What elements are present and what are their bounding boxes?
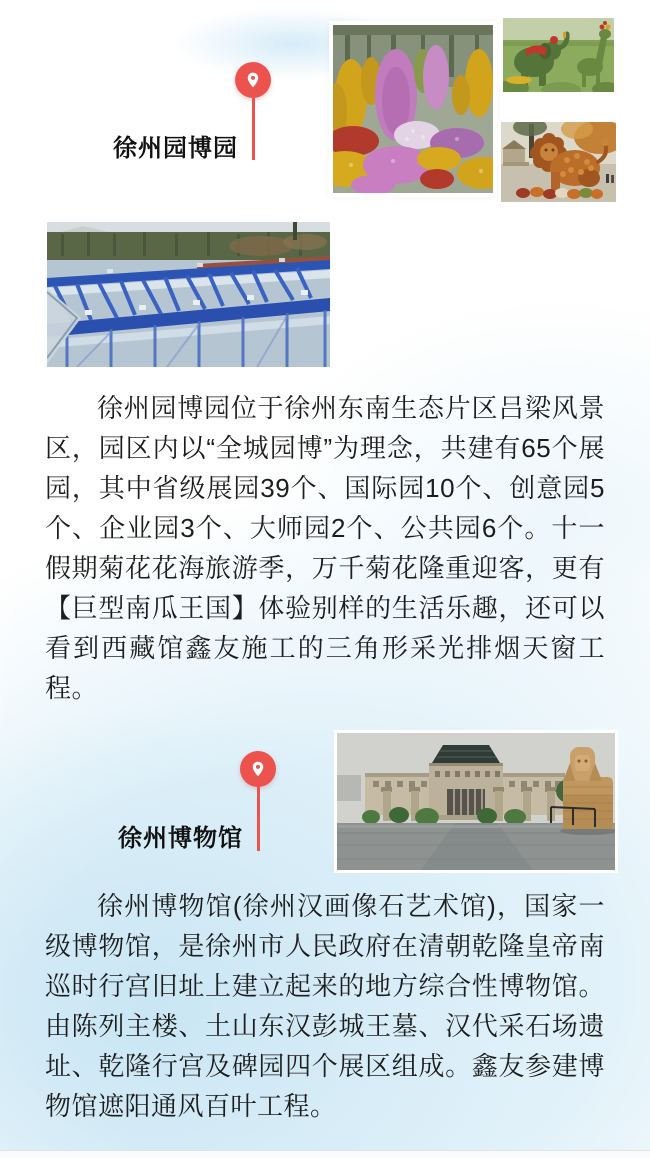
bottom-divider — [0, 1150, 650, 1158]
location-pin — [240, 751, 276, 851]
section-title-garden-expo: 徐州园博园 — [113, 135, 238, 162]
photo-topiary-animal-sculptures[interactable] — [500, 15, 617, 95]
paragraph-garden-expo: 徐州园博园位于徐州东南生态片区吕梁风景区，园区内以“全城园博”为理念，共建有65个展园，其中省级展园39个、国际园10个、创意园5个、企业园3个、大师园2个、公共园6个。十一假期菊花花海旅游季，万千菊花隆重迎客，更有【巨型南瓜王国】体验别样的生活乐趣，还可以看到西藏馆鑫友施工的三角形采光排烟天窗工程。 — [45, 393, 605, 703]
map-pin-icon — [248, 759, 268, 779]
photo-pumpkin-lion-sculpture[interactable] — [498, 119, 619, 205]
location-pin — [235, 62, 271, 160]
pin-stem — [252, 97, 255, 160]
section-title-museum: 徐州博物馆 — [118, 825, 243, 852]
pin-stem — [257, 786, 260, 851]
pumpkin-lion-illustration — [501, 122, 616, 202]
topiary-animals-illustration — [503, 18, 614, 92]
museum-illustration — [337, 733, 615, 870]
blue-steel-structure-illustration — [47, 222, 330, 367]
photo-museum-facade-sphinx[interactable] — [334, 730, 618, 873]
flower-sea-illustration — [333, 25, 493, 193]
photo-blue-steel-skylight[interactable] — [47, 222, 330, 367]
pin-circle — [240, 751, 276, 787]
photo-chrysanthemum-flower-sea[interactable] — [329, 21, 497, 197]
pin-circle — [235, 62, 271, 98]
paragraph-museum: 徐州博物馆(徐州汉画像石艺术馆)，国家一级博物馆，是徐州市人民政府在清朝乾隆皇帝南巡时行宫旧址上建立起来的地方综合性博物馆。由陈列主楼、土山东汉彭城王墓、汉代采石场遗址、乾隆行宫及碑园四个展区组成。鑫友参建博物馆遮阳通风百叶工程。 — [45, 891, 605, 1121]
map-pin-icon — [243, 70, 263, 90]
